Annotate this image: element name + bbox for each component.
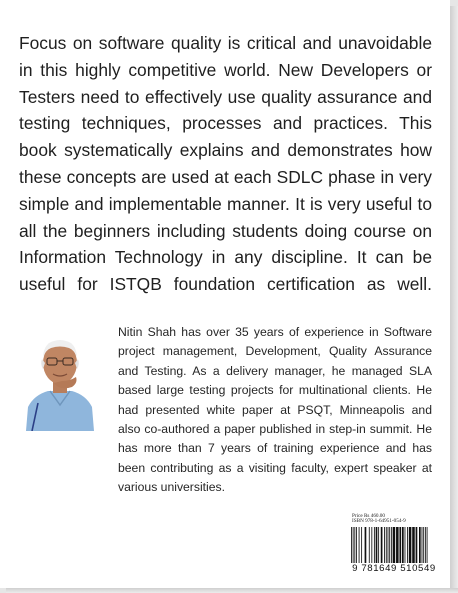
barcode-bar xyxy=(419,527,421,563)
barcode-bar xyxy=(409,527,412,563)
barcode-bar xyxy=(378,527,379,563)
price-label: Price Rs 460.00 xyxy=(352,513,385,519)
price-isbn-text xyxy=(352,514,406,525)
isbn-label: ISBN 978-1-64951-054-9 xyxy=(352,518,406,525)
isbn-barcode xyxy=(349,527,439,563)
page-shadow-bottom xyxy=(6,588,458,593)
barcode-bar xyxy=(389,527,390,563)
barcode-bar xyxy=(396,527,399,563)
barcode-bar xyxy=(391,527,392,563)
barcode-bar xyxy=(405,527,406,563)
barcode-block xyxy=(346,513,442,575)
barcode-bar xyxy=(356,527,357,563)
barcode-bar xyxy=(399,527,401,563)
author-portrait-image xyxy=(24,333,96,431)
barcode-bar xyxy=(371,527,372,563)
barcode-bar xyxy=(381,527,383,563)
barcode-bar xyxy=(393,527,396,563)
barcode-bar xyxy=(427,527,428,563)
barcode-bar xyxy=(369,527,370,563)
barcode-bar xyxy=(388,527,389,563)
barcode-bar xyxy=(423,527,424,563)
barcode-bar xyxy=(376,527,378,563)
barcode-bar xyxy=(384,527,385,563)
page-shadow-right xyxy=(450,6,458,593)
barcode-bar xyxy=(412,527,415,563)
author-bio: Nitin Shah has over 35 years of experience in Software project management, Development, Quality Assurance and Testing. As a delivery manager, he managed SLA based large testing projects for multinational clients. He had presented white paper at PSQT, Minneapolis and also co-authored a paper published in step-in summit. He has more than 7 years of training experience and has been contributing as a visiting faculty, expert speaker at various universities. xyxy=(118,325,432,495)
barcode-bar xyxy=(361,527,362,563)
barcode-bar xyxy=(425,527,426,563)
author-photo xyxy=(24,333,96,431)
barcode-bar xyxy=(359,527,360,563)
barcode-bar xyxy=(402,527,404,563)
barcode-bar xyxy=(365,527,367,563)
barcode-bar xyxy=(422,527,423,563)
barcode-bar xyxy=(374,527,375,563)
barcode-bar xyxy=(416,527,418,563)
barcode-bar xyxy=(407,527,408,563)
book-blurb: Focus on software quality is critical and unavoidable in this highly competitive world. New Developers or Testers need to effectively use quality assurance and testing techniques, processes and practices. This book systematically explains and demonstrates how these concepts are used at each SDLC phase in very simple and implementable manner. It is very useful to all the beginners including students doing course on Information Technology in any discipline. It can be useful for ISTQB foundation certification as well. xyxy=(19,33,432,295)
barcode-bar xyxy=(354,527,355,563)
barcode-bar xyxy=(353,527,354,563)
barcode-number: 9 781649 510549 xyxy=(352,563,436,574)
barcode-bar xyxy=(386,527,387,563)
barcode-bar xyxy=(351,527,352,563)
